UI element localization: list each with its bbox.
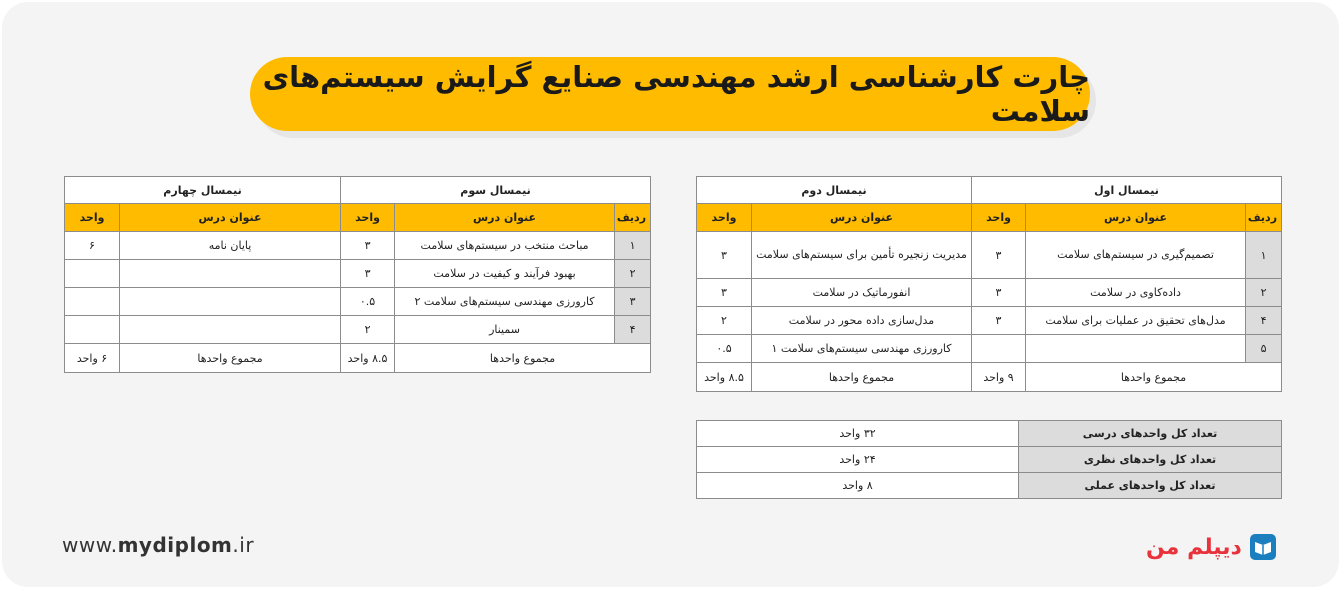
course-units: ۳ (697, 279, 752, 307)
row-number: ۵ (1246, 335, 1282, 363)
course-units: ۳ (341, 232, 395, 260)
logo-text: دیپلم من (1146, 534, 1242, 560)
total-label: مجموع واحدها (120, 344, 341, 373)
table-row (65, 232, 651, 260)
course-title: داده‌کاوی در سلامت (1026, 279, 1246, 307)
page-title: چارت کارشناسی ارشد مهندسی صنایع گرایش سیستم‌های سلامت (250, 57, 1090, 131)
row-number: ۴ (615, 316, 651, 344)
course-units: ۳ (972, 307, 1026, 335)
total-row (65, 344, 651, 373)
course-units: ۳ (341, 260, 395, 288)
table-row (65, 260, 651, 288)
course-title: پایان نامه (120, 232, 341, 260)
course-column-header: عنوان درس (752, 204, 972, 232)
table-row (697, 335, 1282, 363)
unit-column-header: واحد (972, 204, 1026, 232)
summary-row (697, 421, 1282, 447)
semester-4-header: نیمسال چهارم (65, 177, 341, 204)
table-row (65, 316, 651, 344)
semester-4-total: ۶ واحد (65, 344, 120, 373)
semester-2-total: ۸.۵ واحد (697, 363, 752, 392)
schedule-table-1 (696, 176, 1282, 392)
course-title (120, 316, 341, 344)
summary-row (697, 473, 1282, 499)
summary-label: تعداد کل واحدهای درسی (1019, 421, 1282, 447)
course-title: سمینار (395, 316, 615, 344)
row-number: ۳ (615, 288, 651, 316)
schedule-table-2 (64, 176, 651, 373)
semester-3-header: نیمسال سوم (341, 177, 651, 204)
course-units (65, 260, 120, 288)
course-title: مدل‌سازی داده محور در سلامت (752, 307, 972, 335)
unit-column-header: واحد (65, 204, 120, 232)
course-title: مدیریت زنجیره تأمین برای سیستم‌های سلامت (752, 232, 972, 279)
course-column-header: عنوان درس (395, 204, 615, 232)
course-title (1026, 335, 1246, 363)
table-row (697, 307, 1282, 335)
course-title: انفورماتیک در سلامت (752, 279, 972, 307)
course-units: ۶ (65, 232, 120, 260)
summary-value: ۳۲ واحد (697, 421, 1019, 447)
course-units (972, 335, 1026, 363)
row-column-header: ردیف (615, 204, 651, 232)
summary-value: ۸ واحد (697, 473, 1019, 499)
summary-row (697, 447, 1282, 473)
brand-logo[interactable] (1146, 533, 1276, 561)
course-units: ۰.۵ (697, 335, 752, 363)
summary-label: تعداد کل واحدهای عملی (1019, 473, 1282, 499)
course-title: بهبود فرآیند و کیفیت در سلامت (395, 260, 615, 288)
course-title: تصمیم‌گیری در سیستم‌های سلامت (1026, 232, 1246, 279)
course-units: ۲ (341, 316, 395, 344)
total-label: مجموع واحدها (1026, 363, 1282, 392)
course-title (120, 260, 341, 288)
table-row (65, 288, 651, 316)
course-title (120, 288, 341, 316)
semester-3-total: ۸.۵ واحد (341, 344, 395, 373)
course-title: مباحث منتخب در سیستم‌های سلامت (395, 232, 615, 260)
course-title: کارورزی مهندسی سیستم‌های سلامت ۱ (752, 335, 972, 363)
course-units: ۳ (972, 232, 1026, 279)
unit-column-header: واحد (341, 204, 395, 232)
course-column-header: عنوان درس (1026, 204, 1246, 232)
total-row (697, 363, 1282, 392)
course-units: ۲ (697, 307, 752, 335)
course-units: ۳ (972, 279, 1026, 307)
units-summary-table (696, 420, 1282, 499)
table-row (697, 279, 1282, 307)
book-icon (1250, 534, 1276, 560)
course-units (65, 316, 120, 344)
course-units: ۳ (697, 232, 752, 279)
course-title: کارورزی مهندسی سیستم‌های سلامت ۲ (395, 288, 615, 316)
row-number: ۲ (1246, 279, 1282, 307)
total-label: مجموع واحدها (752, 363, 972, 392)
course-column-header: عنوان درس (120, 204, 341, 232)
row-number: ۴ (1246, 307, 1282, 335)
row-number: ۱ (615, 232, 651, 260)
website-url[interactable] (62, 533, 254, 557)
website-prefix: www. (62, 533, 118, 557)
course-units (65, 288, 120, 316)
course-units: ۰.۵ (341, 288, 395, 316)
row-column-header: ردیف (1246, 204, 1282, 232)
summary-label: تعداد کل واحدهای نظری (1019, 447, 1282, 473)
total-label: مجموع واحدها (395, 344, 651, 373)
course-title: مدل‌های تحقیق در عملیات برای سلامت (1026, 307, 1246, 335)
row-number: ۱ (1246, 232, 1282, 279)
semester-1-total: ۹ واحد (972, 363, 1026, 392)
row-number: ۲ (615, 260, 651, 288)
semester-1-header: نیمسال اول (972, 177, 1282, 204)
summary-value: ۲۴ واحد (697, 447, 1019, 473)
unit-column-header: واحد (697, 204, 752, 232)
website-suffix: .ir (232, 533, 255, 557)
semester-2-header: نیمسال دوم (697, 177, 972, 204)
table-row (697, 232, 1282, 279)
website-brand: mydiplom (117, 533, 233, 557)
